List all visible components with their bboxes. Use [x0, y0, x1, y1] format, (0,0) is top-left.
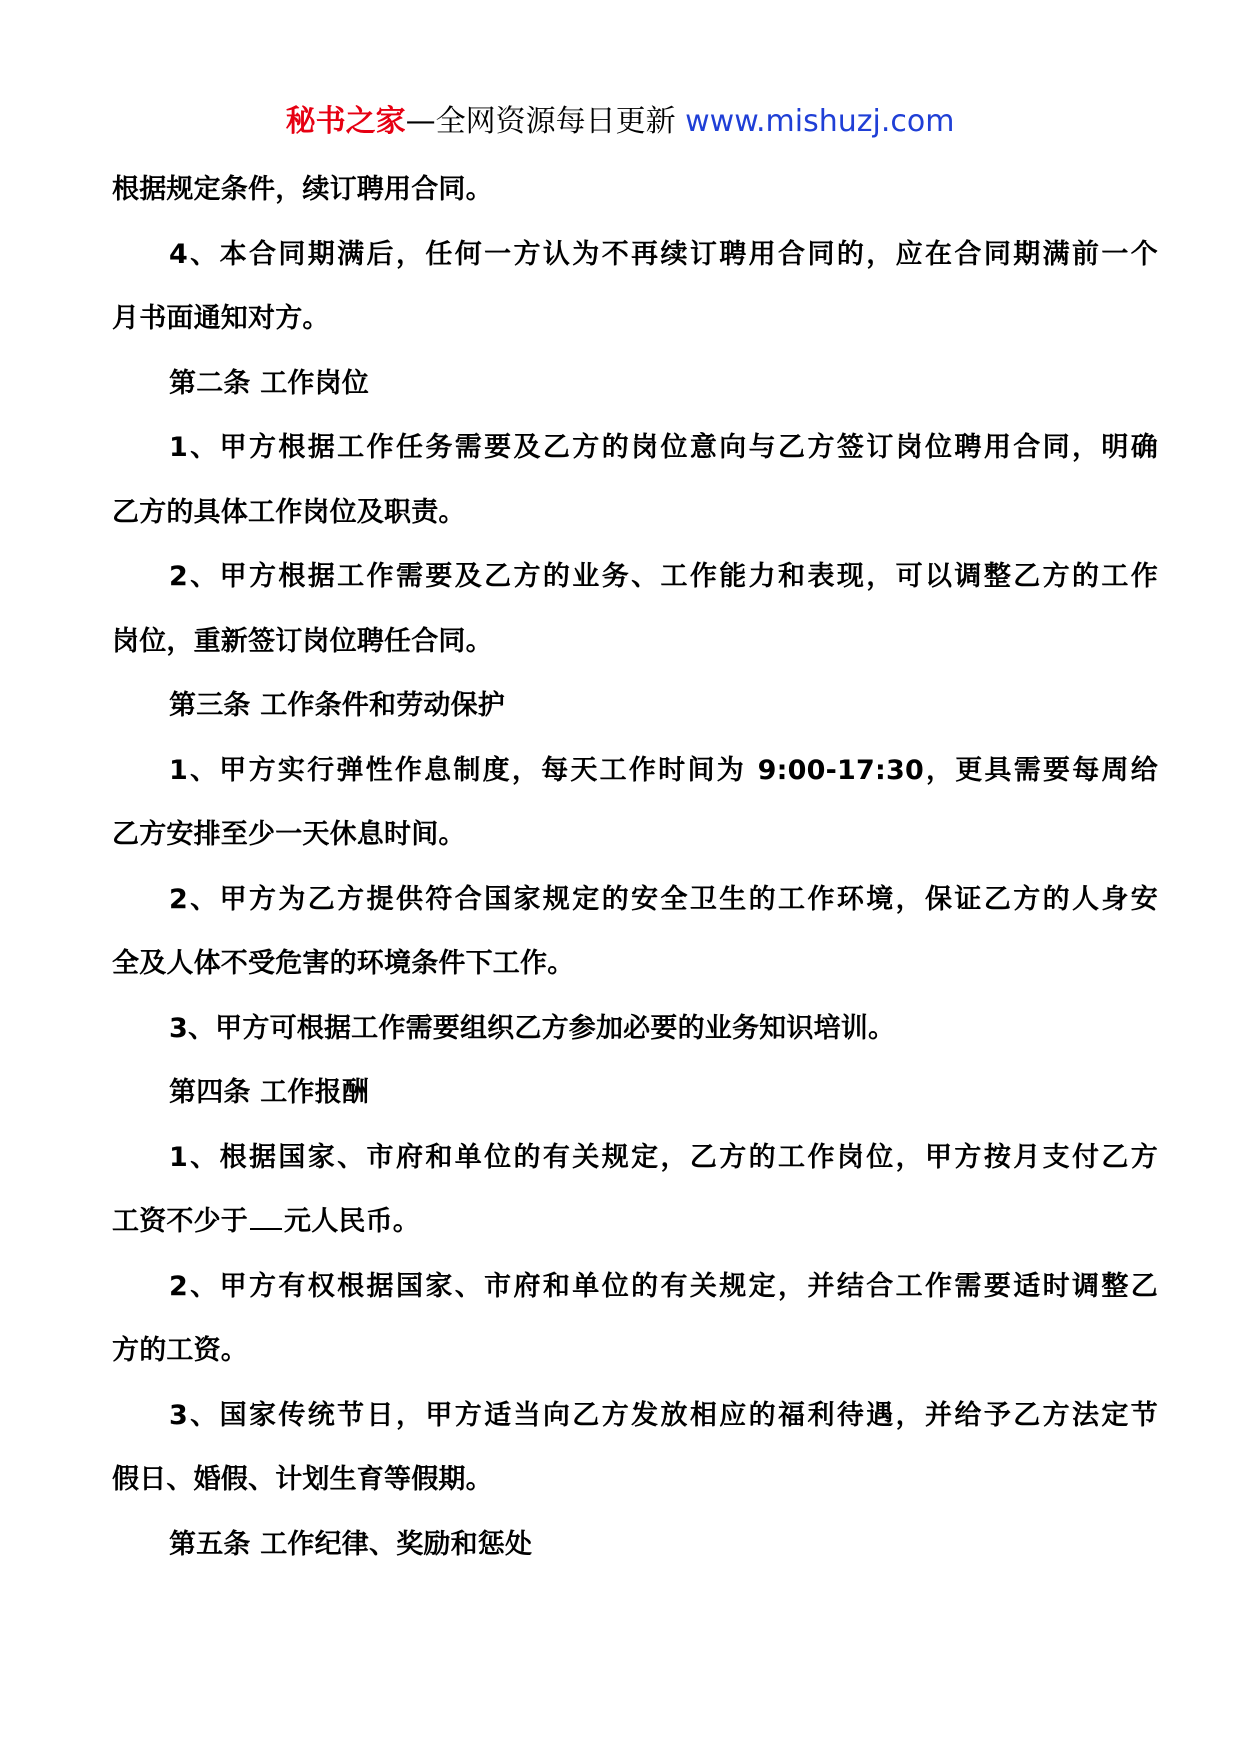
- brand-name: 秘书之家: [285, 104, 406, 139]
- paragraph-line: 4、本合同期满后，任何一方认为不再续订聘用合同的，应在合同期满前一个: [169, 238, 1158, 270]
- paragraph-line: 3、甲方可根据工作需要组织乙方参加必要的业务知识培训。: [169, 1012, 896, 1044]
- paragraph-line: [112, 1190, 1158, 1255]
- section-heading: 第二条 工作岗位: [169, 367, 369, 399]
- paragraph-line: 全及人体不受危害的环境条件下工作。: [112, 948, 575, 979]
- paragraph-line: 1、根据国家、市府和单位的有关规定，乙方的工作岗位，甲方按月支付乙方: [169, 1141, 1158, 1173]
- paragraph-line: 乙方的具体工作岗位及职责。: [112, 496, 466, 528]
- paragraph-line: 3、国家传统节日，甲方适当向乙方发放相应的福利待遇，并给予乙方法定节: [169, 1399, 1158, 1431]
- paragraph-line: 乙方安排至少一天休息时间。: [112, 819, 466, 850]
- paragraph-line: 岗位，重新签订岗位聘任合同。: [112, 625, 493, 657]
- page-header: [0, 100, 1240, 144]
- salary-text-prefix: 工资不少于: [112, 1206, 248, 1237]
- salary-text-suffix: 元人民币。: [284, 1206, 420, 1237]
- paragraph-line: 根据规定条件，续订聘用合同。: [112, 174, 493, 205]
- paragraph-line: 1、甲方根据工作任务需要及乙方的岗位意向与乙方签订岗位聘用合同，明确: [169, 432, 1158, 463]
- salary-blank-field: [250, 1204, 282, 1230]
- header-url-link[interactable]: www.mishuzj.com: [685, 104, 955, 139]
- paragraph-line: 方的工资。: [112, 1335, 248, 1366]
- section-heading: 第五条 工作纪律、奖励和惩处: [169, 1528, 533, 1560]
- section-heading: 第四条 工作报酬: [169, 1077, 369, 1108]
- paragraph-line: 假日、婚假、计划生育等假期。: [112, 1464, 493, 1495]
- paragraph-line: 2、甲方为乙方提供符合国家规定的安全卫生的工作环境，保证乙方的人身安: [169, 883, 1158, 915]
- section-heading: 第三条 工作条件和劳动保护: [169, 690, 505, 721]
- document-body: [112, 158, 1158, 1577]
- paragraph-line: 2、甲方有权根据国家、市府和单位的有关规定，并结合工作需要适时调整乙: [169, 1270, 1158, 1302]
- header-slogan: —全网资源每日更新: [405, 104, 676, 139]
- paragraph-line: 2、甲方根据工作需要及乙方的业务、工作能力和表现，可以调整乙方的工作: [169, 561, 1158, 592]
- paragraph-line: 1、甲方实行弹性作息制度，每天工作时间为 9:00-17:30，更具需要每周给: [169, 754, 1158, 786]
- paragraph-line: 月书面通知对方。: [112, 303, 330, 334]
